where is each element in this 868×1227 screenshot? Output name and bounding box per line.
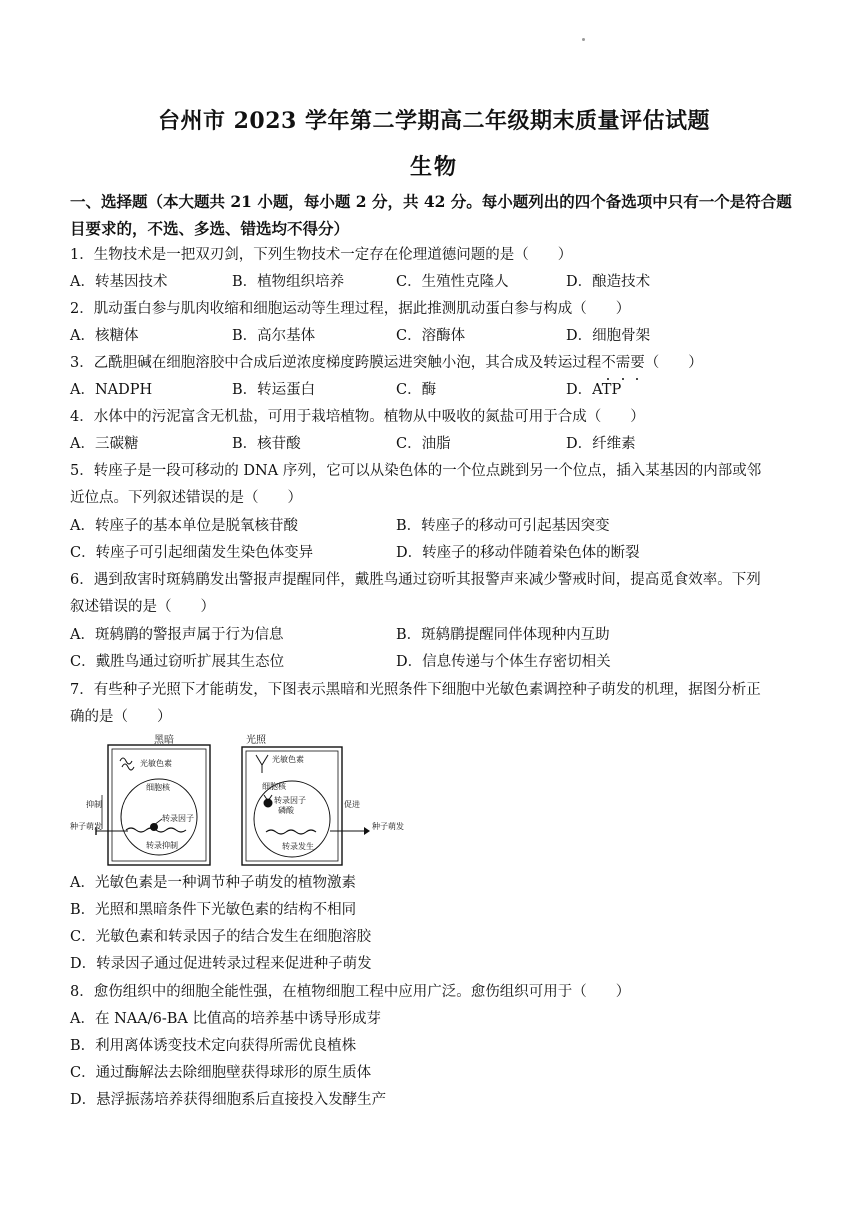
exam-subject: 生物 xyxy=(409,154,458,180)
question-6-options-row2 xyxy=(70,649,810,676)
exam-title: 台州市 2023 学年第二学期高二年级期末质量评估试题 xyxy=(157,108,711,134)
question-8-option-d: D．悬浮振荡培养获得细胞系后直接投入发酵生产 xyxy=(70,1092,387,1108)
question-5-options-row2 xyxy=(70,540,810,567)
option-c: C．溶酶体 xyxy=(396,328,466,344)
option-c: C．生殖性克隆人 xyxy=(396,274,509,290)
question-7-option-d: D．转录因子通过促进转录过程来促进种子萌发 xyxy=(70,956,372,972)
question-4-options xyxy=(70,431,810,458)
option-d: D．转座子的移动伴随着染色体的断裂 xyxy=(396,545,640,561)
light-arrowhead xyxy=(364,827,370,835)
option-b: B．斑鸫鹛提醒同伴体现种内互助 xyxy=(396,627,610,643)
question-1-options xyxy=(70,269,810,296)
dark-tf-blob xyxy=(150,823,158,831)
option-d: D．ATP xyxy=(566,382,622,398)
dark-nucleus-label: 细胞核 xyxy=(146,783,170,792)
question-7-option-b: B．光照和黑暗条件下光敏色素的结构不相同 xyxy=(70,902,357,918)
question-2-stem: 2．肌动蛋白参与肌肉收缩和细胞运动等生理过程，据此推测肌动蛋白参与构成（ ） xyxy=(70,301,631,317)
question-8-option-b: B．利用离体诱变技术定向获得所需优良植株 xyxy=(70,1038,357,1054)
question-3-emphasis xyxy=(601,355,645,371)
dark-label: 黑暗 xyxy=(154,735,174,746)
option-b: B．转座子的移动可引起基因突变 xyxy=(396,518,610,534)
option-d: D．信息传递与个体生存密切相关 xyxy=(396,654,611,670)
light-pigment-label: 光敏色素 xyxy=(272,755,304,764)
option-c: C．油脂 xyxy=(396,436,451,452)
dark-outcome-label: 种子萌发 xyxy=(70,822,102,831)
scan-speck xyxy=(582,38,585,41)
light-pigment-icon xyxy=(256,755,268,773)
dark-tf-pointer xyxy=(154,819,162,825)
question-5-stem-line2: 近位点。下列叙述错误的是（ ） xyxy=(70,490,302,506)
option-a: A．转座子的基本单位是脱氧核苷酸 xyxy=(70,518,298,534)
question-5-stem-line1: 5．转座子是一段可移动的 DNA 序列，它可以从染色体的一个位点跳到另一个位点，插入某基因的内部或邻 xyxy=(70,463,762,479)
question-5-options-row1 xyxy=(70,513,810,540)
option-a: A．转基因技术 xyxy=(70,274,168,290)
question-3-stem-end: （ ） xyxy=(644,355,703,371)
question-8-stem: 8．愈伤组织中的细胞全能性强，在植物细胞工程中应用广泛。愈伤组织可用于（ ） xyxy=(70,984,631,1000)
light-bound-complex-icon xyxy=(264,795,272,807)
question-6-stem-line2: 叙述错误的是（ ） xyxy=(70,599,215,615)
light-tf-label-2: 磷酸 xyxy=(278,806,294,815)
question-6-options-row1 xyxy=(70,622,810,649)
option-a: A．斑鸫鹛的警报声属于行为信息 xyxy=(70,627,284,643)
dark-result-label: 转录抑制 xyxy=(146,841,178,850)
question-3-stem xyxy=(70,350,802,377)
emphasis-char: 不 xyxy=(601,350,616,377)
question-2-options xyxy=(70,323,810,350)
question-7-option-c: C．光敏色素和转录因子的结合发生在细胞溶胶 xyxy=(70,929,372,945)
question-3-stem-text: 3．乙酰胆碱在细胞溶胶中合成后逆浓度梯度跨膜运进突触小泡，其合成及转运过程 xyxy=(70,355,602,371)
dark-pigment-icon xyxy=(120,758,134,770)
option-c: C．转座子可引起细菌发生染色体变异 xyxy=(70,545,314,561)
light-panel xyxy=(242,733,404,865)
emphasis-char: 需 xyxy=(616,350,631,377)
question-8-option-a: A．在 NAA/6-BA 比值高的培养基中诱导形成芽 xyxy=(70,1011,381,1027)
light-dna-strand xyxy=(266,830,316,834)
option-a: A．核糖体 xyxy=(70,328,139,344)
dark-effect-label: 抑制 xyxy=(86,800,102,809)
section-heading: 一、选择题（本大题共 21 小题，每小题 2 分，共 42 分。每小题列出的四个备选项中只有一个是符合题目要求的，不选、多选、错选均不得分） xyxy=(70,192,792,238)
option-b: B．植物组织培养 xyxy=(232,274,345,290)
question-7-stem-line2: 确的是（ ） xyxy=(70,709,172,725)
option-a: A．NADPH xyxy=(70,382,153,398)
question-7-stem-line1: 7．有些种子光照下才能萌发，下图表示黑暗和光照条件下细胞中光敏色素调控种子萌发的机理，据图分析正 xyxy=(70,682,761,698)
question-3-options xyxy=(70,377,810,404)
option-b: B．高尔基体 xyxy=(232,328,316,344)
option-c: C．戴胜鸟通过窃听扩展其生态位 xyxy=(70,654,285,670)
light-label: 光照 xyxy=(246,735,266,746)
option-a: A．三碳糖 xyxy=(70,436,139,452)
option-d: D．细胞骨架 xyxy=(566,328,651,344)
question-7-option-a: A．光敏色素是一种调节种子萌发的植物激素 xyxy=(70,875,356,891)
dark-tf-label: 转录因子 xyxy=(162,814,194,823)
question-6-stem-line1: 6．遇到敌害时斑鸫鹛发出警报声提醒同伴，戴胜鸟通过窃听其报警声来减少警戒时间，提高觅食效率。下列 xyxy=(70,572,761,588)
dark-pigment-label: 光敏色素 xyxy=(140,759,172,768)
option-d: D．纤维素 xyxy=(566,436,636,452)
option-d: D．酿造技术 xyxy=(566,274,651,290)
light-effect-label: 促进 xyxy=(344,800,360,809)
phytochrome-diagram xyxy=(68,733,404,873)
question-1-stem: 1．生物技术是一把双刃剑，下列生物技术一定存在伦理道德问题的是（ ） xyxy=(70,247,573,263)
light-outcome-label: 种子萌发 xyxy=(372,822,404,831)
light-nucleus-label: 细胞核 xyxy=(262,782,286,791)
emphasis-char: 要 xyxy=(630,350,645,377)
option-c: C．酶 xyxy=(396,382,437,398)
light-result-label: 转录发生 xyxy=(282,842,314,851)
light-tf-label: 转录因子 xyxy=(274,796,306,805)
question-4-stem: 4．水体中的污泥富含无机盐，可用于栽培植物。植物从中吸收的氮盐可用于合成（ ） xyxy=(70,409,645,425)
option-b: B．核苷酸 xyxy=(232,436,301,452)
question-8-option-c: C．通过酶解法去除细胞壁获得球形的原生质体 xyxy=(70,1065,372,1081)
emphasis-text xyxy=(601,355,645,371)
dark-panel xyxy=(70,733,210,865)
option-b: B．转运蛋白 xyxy=(232,382,316,398)
